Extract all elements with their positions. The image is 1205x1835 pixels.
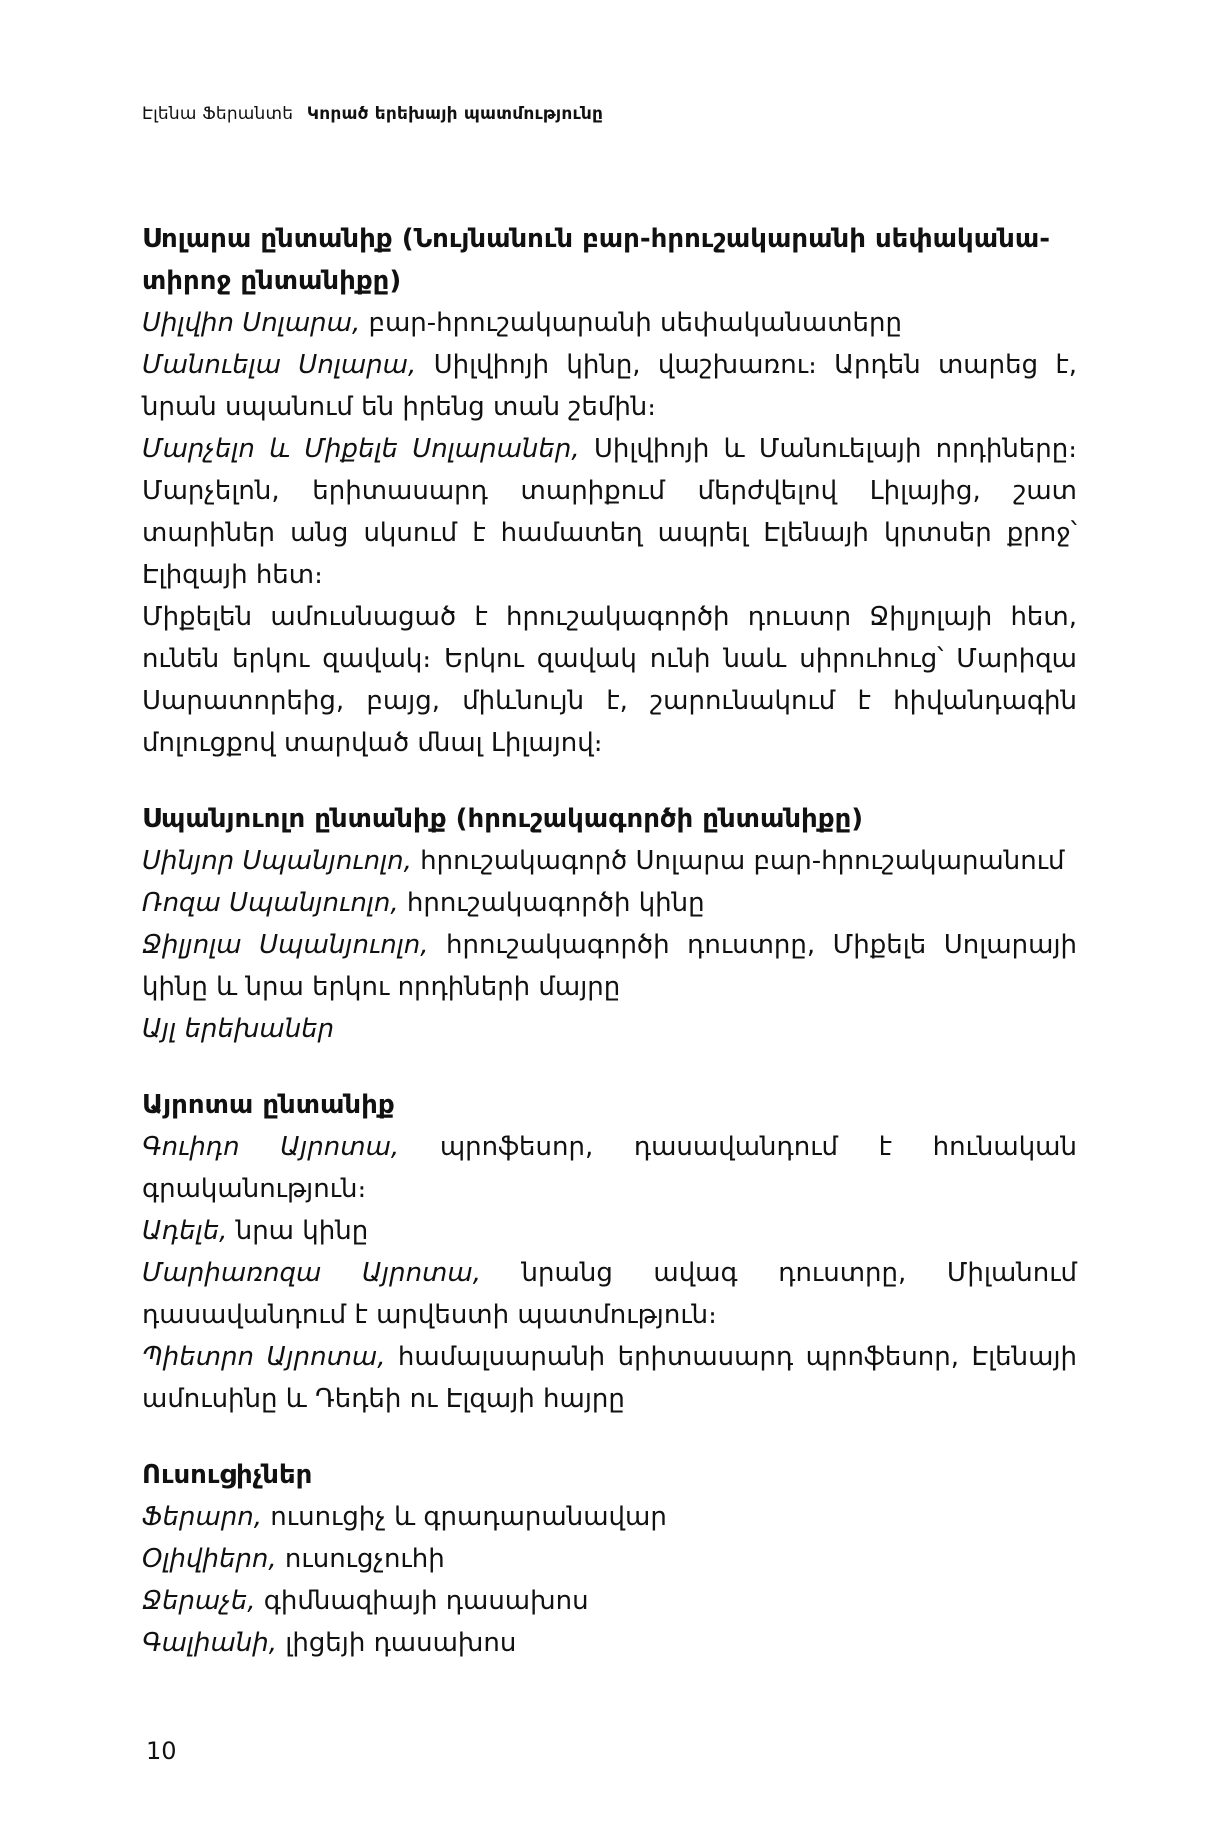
character-name: Ադելե, bbox=[142, 1216, 228, 1246]
section-teachers bbox=[142, 1454, 1077, 1664]
character-name: Սիլվիո Սոլարա, bbox=[142, 308, 361, 338]
character-name: Ռոզա Սպանյուոլո, bbox=[142, 888, 399, 918]
character-description: պրոֆեսոր, դասավանդում է հունական գրականություն։ bbox=[142, 1132, 1077, 1204]
character-description: լիցեյի դասախոս bbox=[277, 1628, 517, 1658]
character-entry bbox=[142, 1496, 1077, 1538]
character-description: նրա կինը bbox=[227, 1216, 369, 1246]
character-entry bbox=[142, 1210, 1077, 1252]
character-name: Ջիլյոլա Սպանյուոլո, bbox=[142, 930, 429, 960]
page-number: 10 bbox=[146, 1737, 177, 1765]
section-solara-family bbox=[142, 218, 1077, 764]
character-description: հրուշակագործի դուստրը, Միքելե Սոլարայի կինը և նրա երկու որդիների մայրը bbox=[142, 930, 1077, 1002]
character-description: Սիլվիոյի կինը, վաշխառու։ Արդեն տարեց է, նրան սպանում են իրենց տան շեմին։ bbox=[142, 350, 1077, 422]
character-entry bbox=[142, 1008, 1077, 1050]
running-head bbox=[142, 104, 603, 124]
character-name: Այլ երեխաներ bbox=[142, 1014, 335, 1044]
character-name: Պիետրո Այրոտա, bbox=[142, 1342, 386, 1372]
character-name: Գուիդո Այրոտա, bbox=[142, 1132, 400, 1162]
character-description: նրանց ավագ դուստրը, Միլանում դասավանդում է արվեստի պատմություն։ bbox=[142, 1258, 1077, 1330]
character-description: ուսուցչուհի bbox=[276, 1544, 445, 1574]
character-description: գիմնազիայի դասախոս bbox=[255, 1586, 589, 1616]
section-spagnuolo-family bbox=[142, 798, 1077, 1050]
character-description: հրուշակագործ Սոլարա բար-հրուշակարանում bbox=[411, 846, 1065, 876]
character-entry bbox=[142, 1126, 1077, 1210]
section-title: Սոլարա ընտանիք (Նույնանուն բար-հրուշակարանի սեփականա-տիրոջ ընտանիքը) bbox=[142, 224, 1051, 296]
character-description: հրուշակագործի կինը bbox=[398, 888, 705, 918]
character-name: Օլիվիերո, bbox=[142, 1544, 277, 1574]
character-name: Սինյոր Սպանյուոլո, bbox=[142, 846, 412, 876]
character-name: Ջերաչե, bbox=[142, 1586, 256, 1616]
character-entry bbox=[142, 1580, 1077, 1622]
section-title: Այրոտա ընտանիք bbox=[142, 1090, 395, 1120]
character-name: Գալիանի, bbox=[142, 1628, 278, 1658]
character-entry bbox=[142, 428, 1077, 596]
section-title: Ուսուցիչներ bbox=[142, 1460, 313, 1490]
character-entry bbox=[142, 840, 1077, 882]
section-airota-family bbox=[142, 1084, 1077, 1420]
character-entry bbox=[142, 1252, 1077, 1336]
character-entry bbox=[142, 1538, 1077, 1580]
character-entry bbox=[142, 882, 1077, 924]
character-entry bbox=[142, 1622, 1077, 1664]
character-description: համալսարանի երիտասարդ պրոֆեսոր, Էլենայի ամուսինը և Դեդեի ու Էլզայի հայրը bbox=[142, 1342, 1077, 1414]
character-name: Մարչելո և Միքելե Սոլարաներ, bbox=[142, 434, 580, 464]
character-entry bbox=[142, 924, 1077, 1008]
character-list bbox=[142, 218, 1077, 1698]
character-name: Մանուելա Սոլարա, bbox=[142, 350, 417, 380]
character-description: Սիլվիոյի և Մանուելայի որդիները։ Մարչելոն, երիտասարդ տարիքում մերժվելով Լիլայից, շատ տարիներ անց սկսում է համատեղ ապրել Էլենայի կրտսեր քրոջ՝ Էլիզայի հետ։ bbox=[142, 434, 1077, 590]
running-head-author: Էլենա Ֆերանտե bbox=[142, 104, 294, 124]
running-head-book-title: Կորած երեխայի պատմությունը bbox=[306, 104, 604, 124]
character-name: Մարիառոզա Այրոտա, bbox=[142, 1258, 481, 1288]
section-title: Սպանյուոլո ընտանիք (հրուշակագործի ընտանիքը) bbox=[142, 804, 864, 834]
character-description: ուսուցիչ և գրադարանավար bbox=[262, 1502, 667, 1532]
character-name: Ֆերարո, bbox=[142, 1502, 263, 1532]
character-entry bbox=[142, 596, 1077, 764]
character-entry bbox=[142, 344, 1077, 428]
character-entry bbox=[142, 1336, 1077, 1420]
character-entry bbox=[142, 302, 1077, 344]
character-description: Միքելեն ամուսնացած է հրուշակագործի դուստր Ջիլյոլայի հետ, ունեն երկու զավակ։ Երկու զավակ ունի նաև սիրուհուց՝ Մարիզա Սարատորեից, բայց, միևնույն է, շարունակում է հիվանդագին մոլուցքով տարված մնալ Լիլայով։ bbox=[142, 602, 1077, 758]
character-description: բար-հրուշակարանի սեփականատերը bbox=[360, 308, 902, 338]
